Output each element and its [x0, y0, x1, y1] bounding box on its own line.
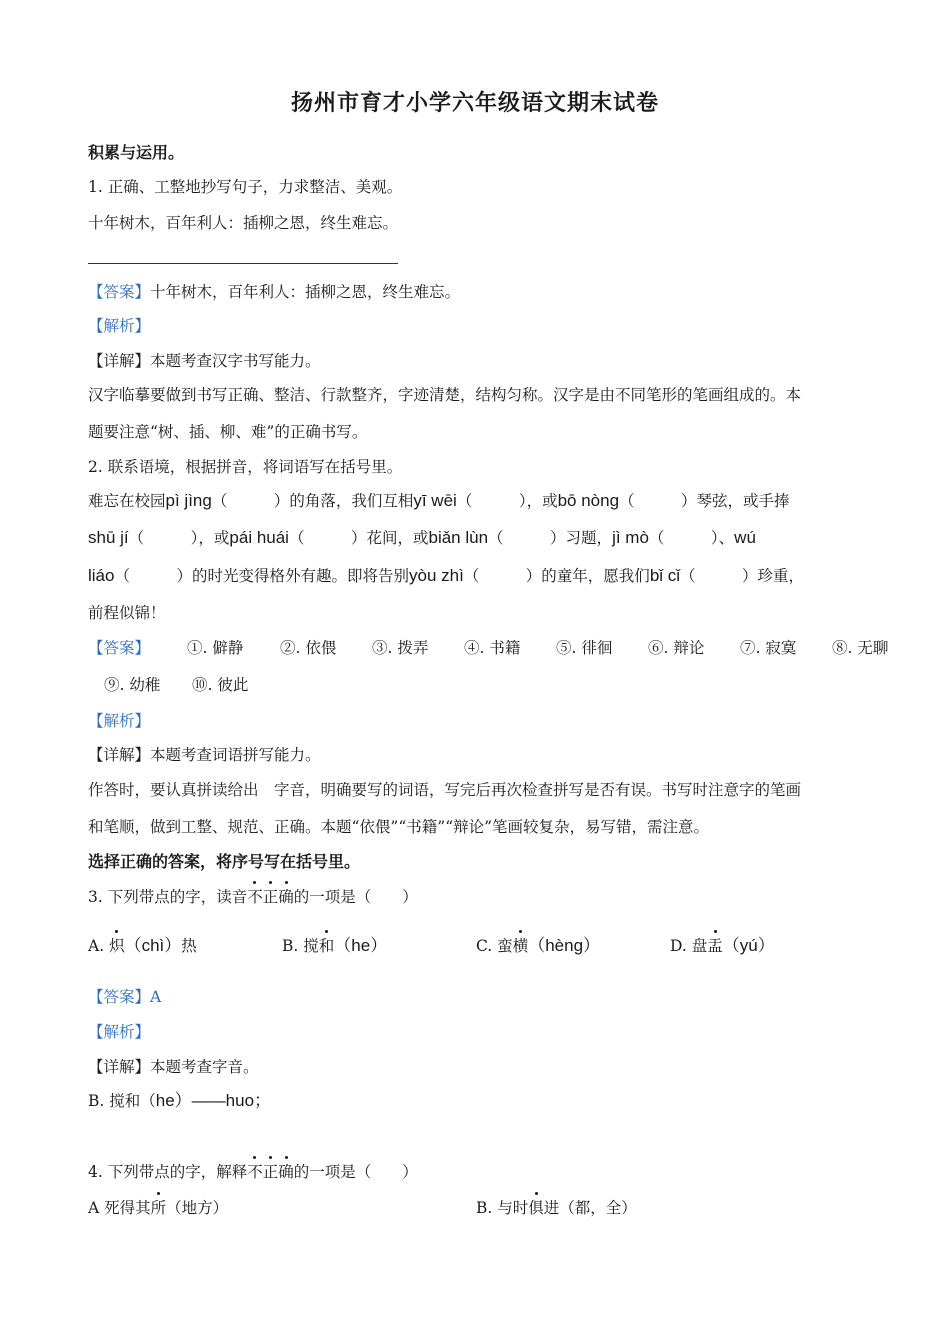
q2-answer-4: ④. 书籍 [464, 639, 521, 657]
pinyin: （chì） [124, 936, 182, 955]
q3-explanation-text: B. 搅和（ [88, 1092, 156, 1110]
q2-explanation-line-2: 和笔顺，做到工整、规范、正确。本题“依偎”“书籍”“辩论”笔画较复杂，易写错，需注意。 [88, 818, 710, 836]
q3-explanation-line [88, 1090, 271, 1112]
q3-stem-text: 3. 下列带点的字，读音 [88, 888, 248, 906]
detail-tag: 【详解】 [88, 746, 151, 764]
dotted-char: 横 [512, 937, 529, 955]
q2-text: （ ）琴弦，或手捧 [619, 492, 790, 510]
q3-option-b [282, 935, 387, 957]
q1-answer-line [88, 281, 460, 303]
detail-tag: 【详解】 [88, 1058, 151, 1076]
q2-answer-2: ②. 依偎 [280, 639, 337, 657]
q2-text: （ ），或 [456, 492, 558, 510]
q2-text: 难忘在校园 [88, 492, 166, 510]
section-heading-choice: 选择正确的答案，将序号写在括号里。 [88, 852, 361, 871]
q3-option-a [88, 935, 197, 957]
q4-option-a [88, 1197, 228, 1219]
pinyin: wú [734, 528, 756, 547]
q2-answer-9: ⑨. 幼稚 [104, 676, 161, 694]
q2-answer-1: ①. 僻静 [187, 639, 244, 657]
q3-detail-text: 本题考查字音。 [150, 1058, 259, 1076]
q3-answer-line [88, 986, 161, 1008]
option-text: （地方） [166, 1199, 229, 1217]
q1-answer-text: 十年树木，百年利人：插柳之恩，终生难忘。 [150, 283, 461, 301]
q2-text: （ ），或 [128, 529, 230, 547]
option-letter: C. [476, 937, 498, 955]
q2-passage-line-2 [88, 527, 756, 549]
dotted-char: 炽 [109, 937, 125, 955]
q2-answer-7: ⑦. 寂寞 [740, 639, 797, 657]
q2-analysis-tag: 【解析】 [88, 712, 151, 730]
q1-sentence: 十年树木，百年利人：插柳之恩，终生难忘。 [88, 214, 399, 232]
q1-explanation-line-1: 汉字临摹要做到书写正确、整洁、行款整齐，字迹清楚，结构匀称。汉字是由不同笔形的笔画组成的。本 [88, 386, 802, 404]
pinyin: （hèng） [528, 936, 601, 955]
q2-detail-text: 本题考查词语拼写能力。 [150, 746, 321, 764]
q2-text: （ ）的时光变得格外有趣。即将告别 [114, 567, 409, 585]
answer-tag: 【答案】 [88, 988, 151, 1006]
option-letter: B. [282, 937, 304, 955]
dotted-char: 正 [262, 888, 279, 906]
q2-answer-10: ⑩. 彼此 [192, 676, 249, 694]
option-text: 热 [181, 937, 197, 955]
q2-stem: 2. 联系语境，根据拼音，将词语写在括号里。 [88, 458, 403, 476]
dotted-char: 所 [150, 1199, 167, 1217]
option-text: A 死得其 [88, 1199, 151, 1217]
q2-passage-line-4: 前程似锦！ [88, 604, 166, 622]
dotted-char: 正 [262, 1163, 279, 1181]
pinyin: bǐ cǐ [649, 566, 681, 585]
dotted-char: 不 [247, 888, 263, 906]
pinyin: pái huái [229, 528, 289, 547]
q3-detail-line [88, 1056, 259, 1078]
option-text: 搅 [303, 937, 319, 955]
q1-writing-line [88, 263, 398, 264]
option-text: 蛮 [497, 937, 513, 955]
q2-passage-line-1 [88, 490, 790, 512]
pinyin: bō nòng [557, 491, 620, 510]
q2-text: （ ）珍重， [680, 567, 805, 585]
pinyin: pì jìng [165, 491, 212, 510]
q2-answer-tag: 【答案】 [88, 639, 151, 657]
q2-text: （ ）、 [648, 529, 735, 547]
pinyin: biǎn lùn [428, 528, 489, 547]
q3-option-d [670, 935, 775, 957]
page-title: 扬州市育才小学六年级语文期末试卷 [290, 91, 659, 116]
q1-detail-line [88, 350, 321, 372]
q1-stem: 1. 正确、工整地抄写句子，力求整洁、美观。 [88, 178, 403, 196]
q2-answer-8: ⑧. 无聊 [832, 639, 889, 657]
q2-answer-5: ⑤. 徘徊 [556, 639, 613, 657]
q1-detail-text: 本题考查汉字书写能力。 [150, 352, 321, 370]
q3-stem-text: 的一项是（ ） [293, 888, 418, 906]
q2-passage-line-3 [88, 565, 804, 587]
q2-text: （ ）的童年，愿我们 [463, 567, 650, 585]
pinyin: shū jí [88, 528, 129, 547]
detail-tag: 【详解】 [88, 352, 151, 370]
q3-option-c [476, 935, 600, 957]
q4-stem-text: 的一项是（ ） [293, 1163, 418, 1181]
option-text: 进（都，全） [543, 1199, 637, 1217]
pinyin: yòu zhì [408, 566, 464, 585]
dotted-char: 不 [247, 1163, 263, 1181]
q4-stem [88, 1161, 418, 1183]
pinyin: jì mò [612, 528, 649, 547]
dotted-char: 和 [318, 937, 335, 955]
q3-analysis-tag: 【解析】 [88, 1023, 151, 1041]
q2-text: （ ）习题， [488, 529, 613, 547]
pinyin: （yú） [722, 936, 775, 955]
q3-stem [88, 886, 418, 908]
pinyin: he）——huo； [155, 1091, 272, 1110]
q2-explanation-line-1: 作答时，要认真拼读给出 字音，明确要写的词语，写完后再次检查拼写是否有误。书写时注意字的笔画 [88, 781, 802, 799]
q2-answer-6: ⑥. 辩论 [648, 639, 705, 657]
option-letter: A. [88, 937, 110, 955]
dotted-char: 俱 [528, 1199, 544, 1217]
q2-text: （ ）的角落，我们互相 [211, 492, 414, 510]
option-text: B. 与时 [476, 1199, 529, 1217]
dotted-char: 确 [278, 1163, 294, 1181]
answer-tag: 【答案】 [88, 283, 151, 301]
section-heading-accumulation: 积累与运用。 [88, 143, 185, 162]
q2-text: （ ）花间，或 [288, 529, 429, 547]
dotted-char: 盂 [707, 937, 723, 955]
option-letter: D. [670, 937, 692, 955]
dotted-char: 确 [278, 888, 294, 906]
q2-answer-3: ③. 拨弄 [372, 639, 429, 657]
q3-answer-text: A [150, 988, 162, 1006]
pinyin: liáo [88, 566, 115, 585]
q1-analysis-tag: 【解析】 [88, 317, 151, 335]
q4-stem-text: 4. 下列带点的字，解释 [88, 1163, 248, 1181]
pinyin: （he） [334, 936, 388, 955]
pinyin: yī wēi [413, 491, 457, 510]
option-text: 盘 [691, 937, 708, 955]
q2-detail-line [88, 744, 321, 766]
q4-option-b [476, 1197, 637, 1219]
q1-explanation-line-2: 题要注意“树、插、柳、难”的正确书写。 [88, 423, 368, 441]
